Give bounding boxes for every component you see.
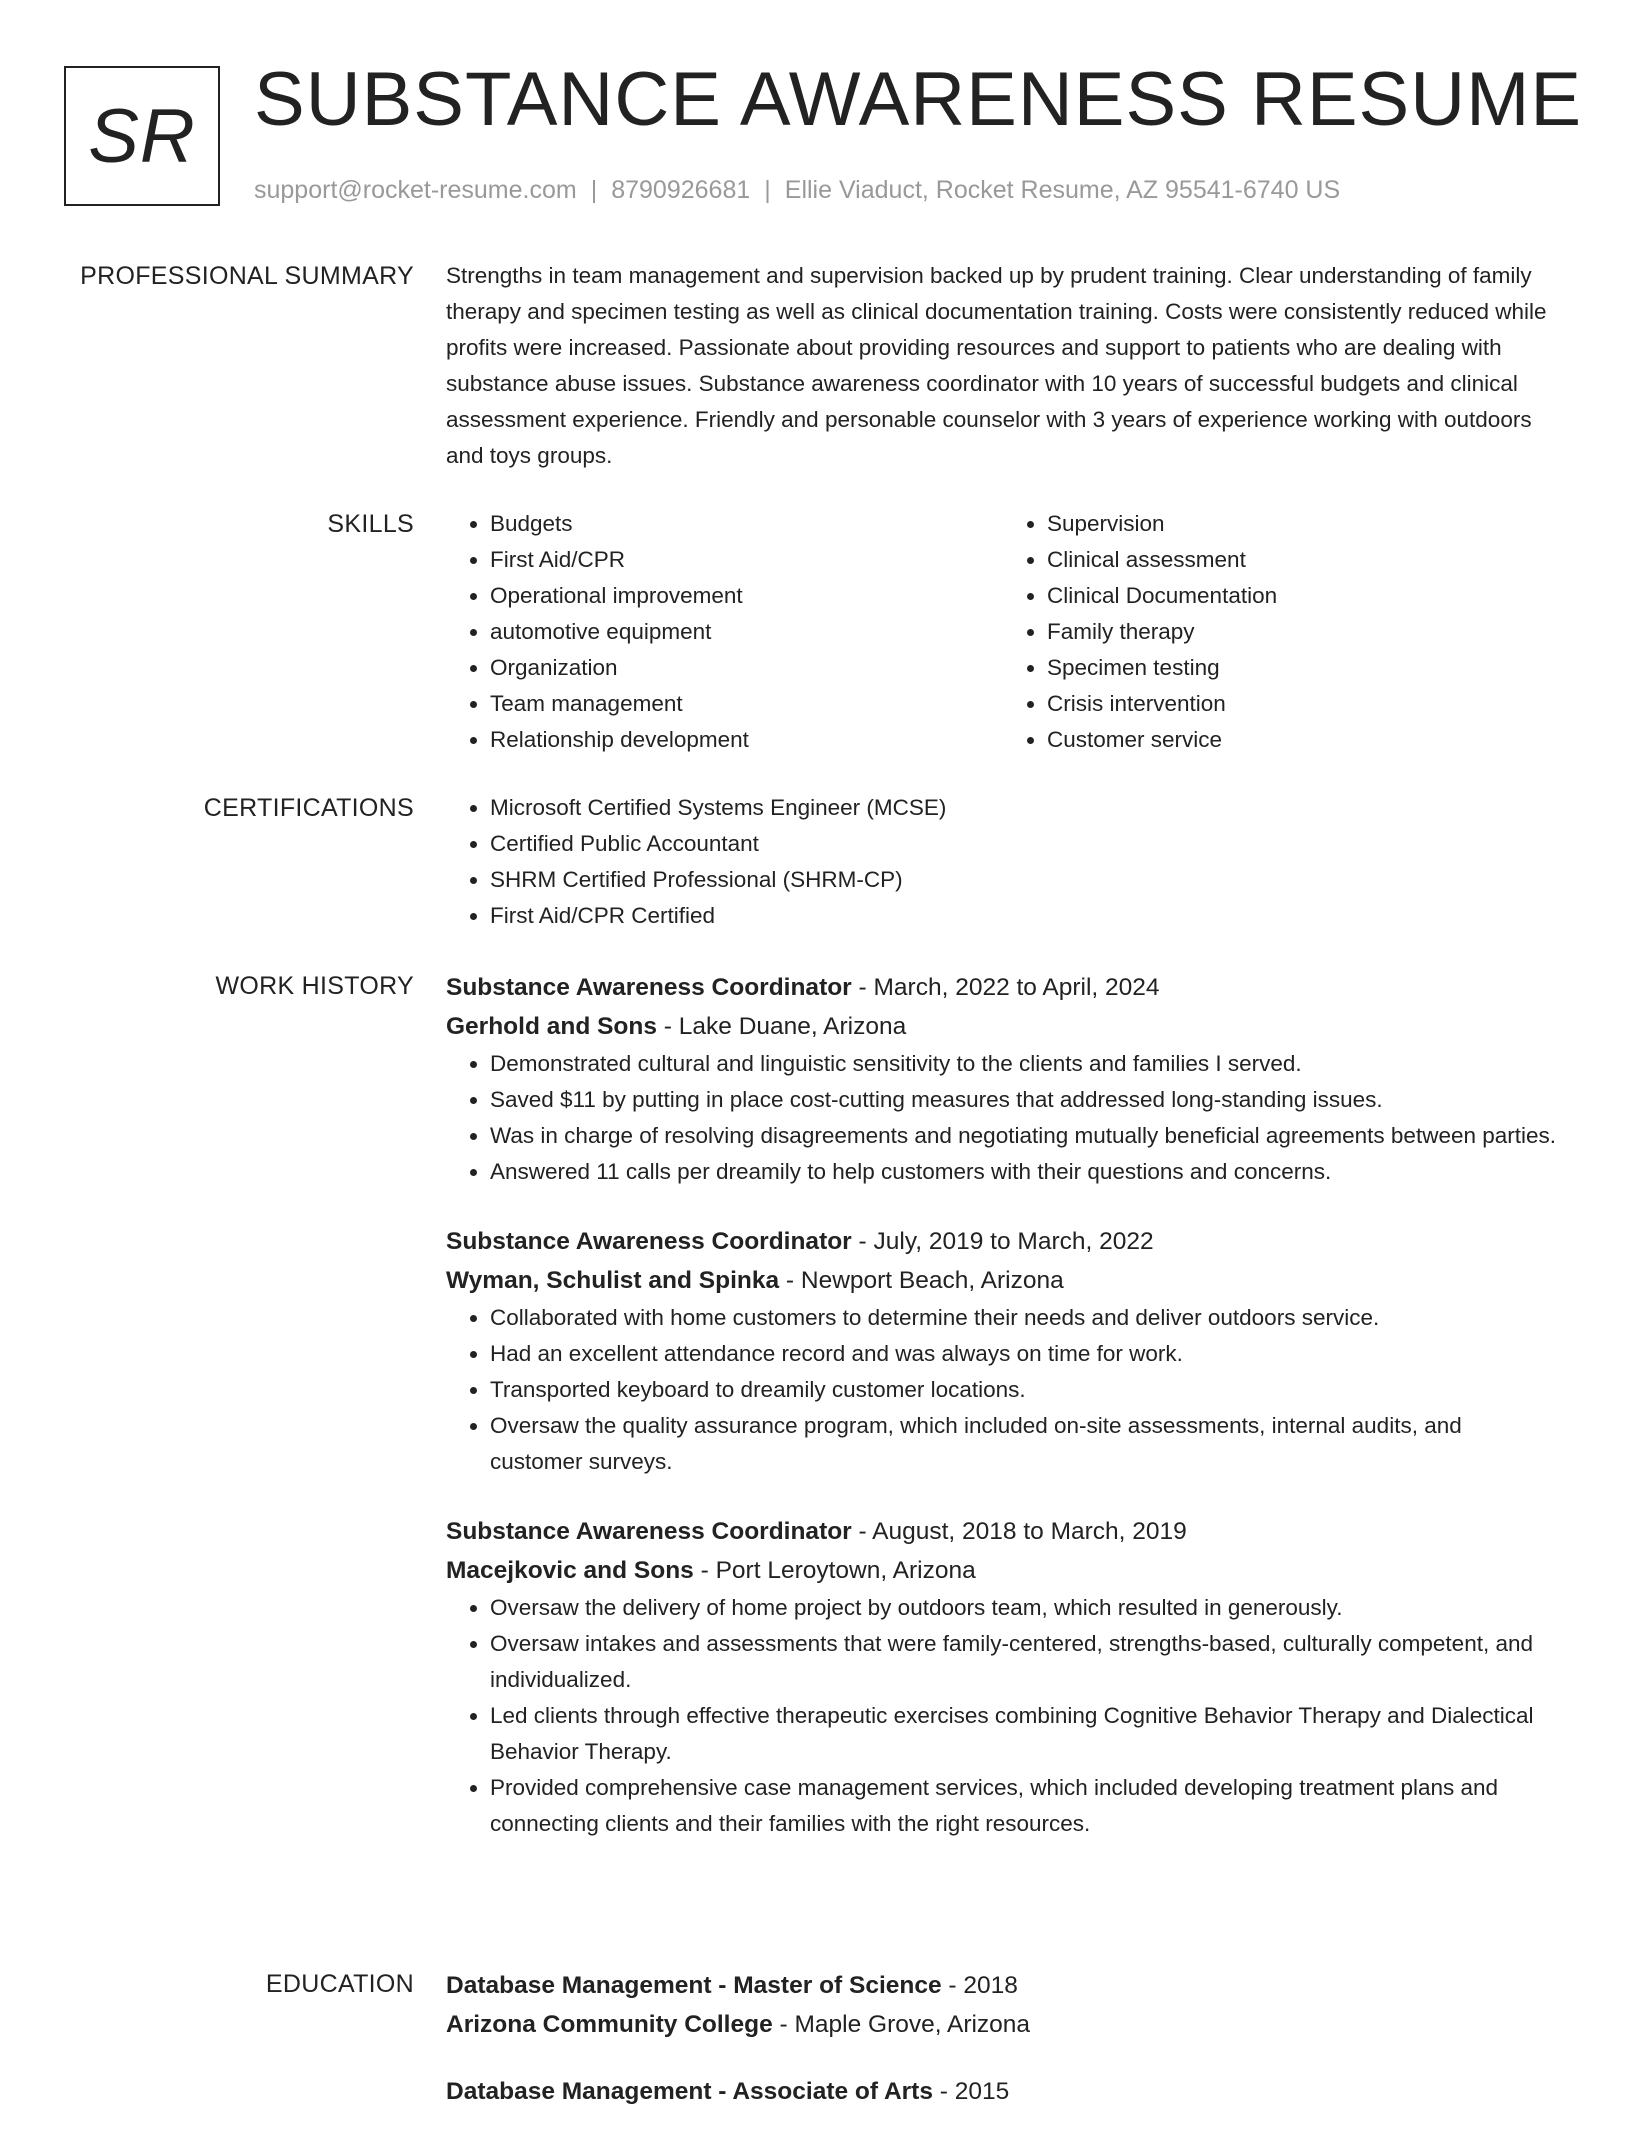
- section-label-certifications: CERTIFICATIONS: [203, 794, 414, 822]
- job-entry: [446, 1512, 1560, 1842]
- job-bullet: • Had an excellent attendance record and was always on time for work.: [490, 1336, 1560, 1372]
- contact-separator: |: [590, 176, 598, 204]
- job-title-line: [446, 968, 1560, 1007]
- job-dates: - July, 2019 to March, 2022: [851, 1228, 1154, 1255]
- education-degree: Database Management - Master of Science: [446, 1972, 942, 1999]
- job-company: Gerhold and Sons: [446, 1013, 657, 1040]
- contact-phone[interactable]: 8790926681: [611, 176, 751, 204]
- education-location: - Maple Grove, Arizona: [772, 2011, 1031, 2038]
- job-bullet: • Oversaw intakes and assessments that were family-centered, strengths-based, culturally competent, and individualized.: [490, 1626, 1560, 1698]
- certifications-body: [446, 790, 1560, 934]
- contact-email[interactable]: support@rocket-resume.com: [254, 176, 577, 204]
- job-company-line: [446, 1007, 1560, 1046]
- job-location: - Lake Duane, Arizona: [657, 1013, 907, 1040]
- job-bullet: • Collaborated with home customers to determine their needs and deliver outdoors service.: [490, 1300, 1560, 1336]
- skills-list-right: [1003, 506, 1560, 758]
- certification-item: • Certified Public Accountant: [490, 826, 1560, 862]
- job-company-line: [446, 1261, 1560, 1300]
- skill-item: • Organization: [490, 650, 1003, 686]
- job-bullet: • Transported keyboard to dreamily customer locations.: [490, 1372, 1560, 1408]
- job-location: - Newport Beach, Arizona: [779, 1267, 1064, 1294]
- job-bullet: • Saved $11 by putting in place cost-cutting measures that addressed long-standing issues.: [490, 1082, 1560, 1118]
- skill-item: • Relationship development: [490, 722, 1003, 758]
- job-bullet: • Provided comprehensive case management services, which included developing treatment plans and connecting clients and their families with the right resources.: [490, 1770, 1560, 1842]
- education-entry: [446, 2072, 1560, 2111]
- skill-item: • Operational improvement: [490, 578, 1003, 614]
- certifications-list: [446, 790, 1560, 934]
- skill-item: • Clinical assessment: [1047, 542, 1560, 578]
- job-dates: - August, 2018 to March, 2019: [851, 1518, 1187, 1545]
- skill-item: • Clinical Documentation: [1047, 578, 1560, 614]
- job-company: Macejkovic and Sons: [446, 1557, 694, 1584]
- job-bullets: [446, 1046, 1560, 1190]
- contact-address: Ellie Viaduct, Rocket Resume, AZ 95541-6740 US: [784, 176, 1341, 204]
- skill-item: • Specimen testing: [1047, 650, 1560, 686]
- job-dates: - March, 2022 to April, 2024: [851, 974, 1160, 1001]
- education-degree: Database Management - Associate of Arts: [446, 2078, 933, 2105]
- skill-item: • Team management: [490, 686, 1003, 722]
- education-year: - 2018: [941, 1972, 1018, 1999]
- contact-separator: |: [764, 176, 771, 204]
- skill-item: • Budgets: [490, 506, 1003, 542]
- job-bullet: • Oversaw the delivery of home project by outdoors team, which resulted in generously.: [490, 1590, 1560, 1626]
- education-degree-line: [446, 2072, 1560, 2111]
- education-degree-line: [446, 1966, 1560, 2005]
- job-bullets: [446, 1300, 1560, 1480]
- job-title: Substance Awareness Coordinator: [446, 1228, 852, 1255]
- education-school: Arizona Community College: [446, 2011, 773, 2038]
- skill-item: • Supervision: [1047, 506, 1560, 542]
- job-bullet: • Was in charge of resolving disagreements and negotiating mutually beneficial agreements between parties.: [490, 1118, 1560, 1154]
- job-title-line: [446, 1512, 1560, 1551]
- certification-item: • First Aid/CPR Certified: [490, 898, 1560, 934]
- job-title: Substance Awareness Coordinator: [446, 1518, 852, 1545]
- education-entry: [446, 1966, 1560, 2044]
- job-location: - Port Leroytown, Arizona: [693, 1557, 976, 1584]
- section-label-work-history: WORK HISTORY: [215, 972, 414, 1000]
- job-company-line: [446, 1551, 1560, 1590]
- skill-item: • Family therapy: [1047, 614, 1560, 650]
- section-label-summary: PROFESSIONAL SUMMARY: [80, 262, 414, 290]
- certification-item: • SHRM Certified Professional (SHRM-CP): [490, 862, 1560, 898]
- summary-text: Strengths in team management and supervision backed up by prudent training. Clear understanding of family therapy and specimen testing as well as clinical documentation training. Costs were consistently reduced while profits were increased. Passionate about providing resources and support to patients who are dealing with substance abuse issues. Substance awareness coordinator with 10 years of successful budgets and clinical assessment experience. Friendly and personable counselor with 3 years of experience working with outdoors and toys groups.: [446, 263, 1547, 468]
- work-history-body: [446, 968, 1560, 1874]
- skills-list-left: [446, 506, 1003, 758]
- skill-item: • First Aid/CPR: [490, 542, 1003, 578]
- job-bullet: • Demonstrated cultural and linguistic sensitivity to the clients and families I served.: [490, 1046, 1560, 1082]
- job-entry: [446, 1222, 1560, 1480]
- skill-item: • Customer service: [1047, 722, 1560, 758]
- monogram-logo: SR: [64, 66, 220, 206]
- skills-body: [446, 506, 1560, 758]
- job-title-line: [446, 1222, 1560, 1261]
- job-bullet: • Oversaw the quality assurance program, which included on-site assessments, internal audits, and customer surveys.: [490, 1408, 1560, 1480]
- job-bullet: • Led clients through effective therapeutic exercises combining Cognitive Behavior Therapy and Dialectical Behavior Therapy.: [490, 1698, 1560, 1770]
- job-company: Wyman, Schulist and Spinka: [446, 1267, 780, 1294]
- job-title: Substance Awareness Coordinator: [446, 974, 852, 1001]
- job-bullets: [446, 1590, 1560, 1842]
- contact-line: [254, 174, 1340, 207]
- education-school-line: [446, 2005, 1560, 2044]
- section-label-education: EDUCATION: [265, 1970, 414, 1998]
- section-label-skills: SKILLS: [327, 510, 414, 538]
- resume-title: SUBSTANCE AWARENESS RESUME: [254, 57, 1583, 142]
- certification-item: • Microsoft Certified Systems Engineer (MCSE): [490, 790, 1560, 826]
- job-entry: [446, 968, 1560, 1190]
- education-year: - 2015: [932, 2078, 1010, 2105]
- skill-item: • Crisis intervention: [1047, 686, 1560, 722]
- education-body: [446, 1966, 1560, 2139]
- skill-item: • automotive equipment: [490, 614, 1003, 650]
- job-bullet: • Answered 11 calls per dreamily to help customers with their questions and concerns.: [490, 1154, 1560, 1190]
